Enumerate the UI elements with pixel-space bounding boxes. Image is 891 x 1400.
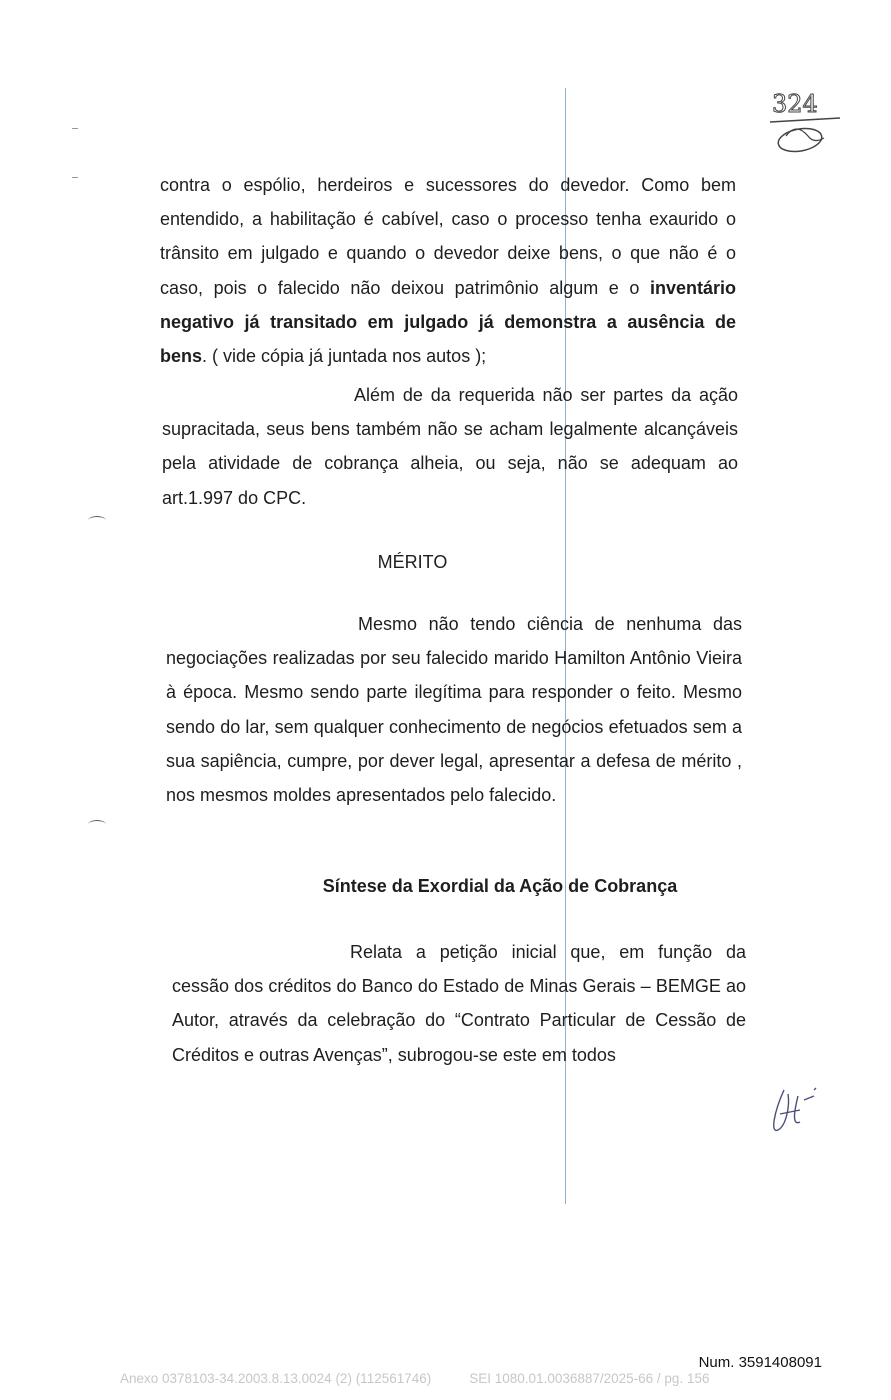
section-heading-sintese: Síntese da Exordial da Ação de Cobrança — [322, 876, 678, 896]
paragraph-4-text: Relata a petição inicial que, em função da cessão dos créditos do Banco do Estado de Minas Gerais – BEMGE ao Autor, através da celebração do “Contrato Particular de Cessão de Créditos e outras Avenças”, subrogou-se este em todos — [172, 942, 746, 1065]
paragraph-3 — [166, 607, 742, 812]
hole-punch-mark — [88, 820, 106, 829]
section-heading-merito: MÉRITO — [377, 552, 448, 572]
margin-tick — [72, 128, 78, 129]
handwritten-initials — [770, 1082, 830, 1142]
paragraph-3-text: Mesmo não tendo ciência de nenhuma das negociações realizadas por seu falecido marido Hamilton Antônio Vieira à época. Mesmo sendo parte ilegítima para responder o feito. Mesmo sendo do lar, sem qualquer conhecimento de negócios efetuados sem a sua sapiência, cumpre, por dever legal, apresentar a defesa de mérito , nos mesmos moldes apresentados pelo falecido. — [166, 614, 742, 806]
paragraph-4 — [172, 935, 746, 1072]
page-number-stamp — [768, 84, 848, 164]
hole-punch-mark — [88, 516, 106, 525]
margin-tick — [72, 177, 78, 178]
paragraph-1-text: contra o espólio, herdeiros e sucessores do devedor. Como bem entendido, a habilitação é cabível, caso o processo tenha exaurido o trânsito em julgado e quando o devedor deixe bens, o que não é o caso, pois o falecido não deixou patrimônio algum e o — [160, 175, 736, 298]
footer-anexo: Anexo 0378103-34.2003.8.13.0024 (2) (112561746) — [120, 1371, 432, 1386]
footer-metadata — [120, 1371, 709, 1386]
footer-sei: SEI 1080.01.0036887/2025-66 / pg. 156 — [469, 1371, 710, 1386]
paragraph-1-tail: . ( vide cópia já juntada nos autos ); — [202, 346, 487, 367]
document-number: Num. 3591408091 — [698, 1354, 822, 1371]
paragraph-2-text: Além de da requerida não ser partes da ação supracitada, seus bens também não se acham legalmente alcançáveis pela atividade de cobrança alheia, ou seja, não se adequam ao art.1.997 do CPC. — [162, 385, 738, 508]
paragraph-1-bold-text: inventário negativo já transitado em julgado já demonstra a ausência de bens — [160, 277, 736, 367]
paragraph-2 — [162, 378, 738, 515]
paragraph-1 — [160, 168, 736, 373]
stamp-number: 324 — [772, 90, 818, 118]
